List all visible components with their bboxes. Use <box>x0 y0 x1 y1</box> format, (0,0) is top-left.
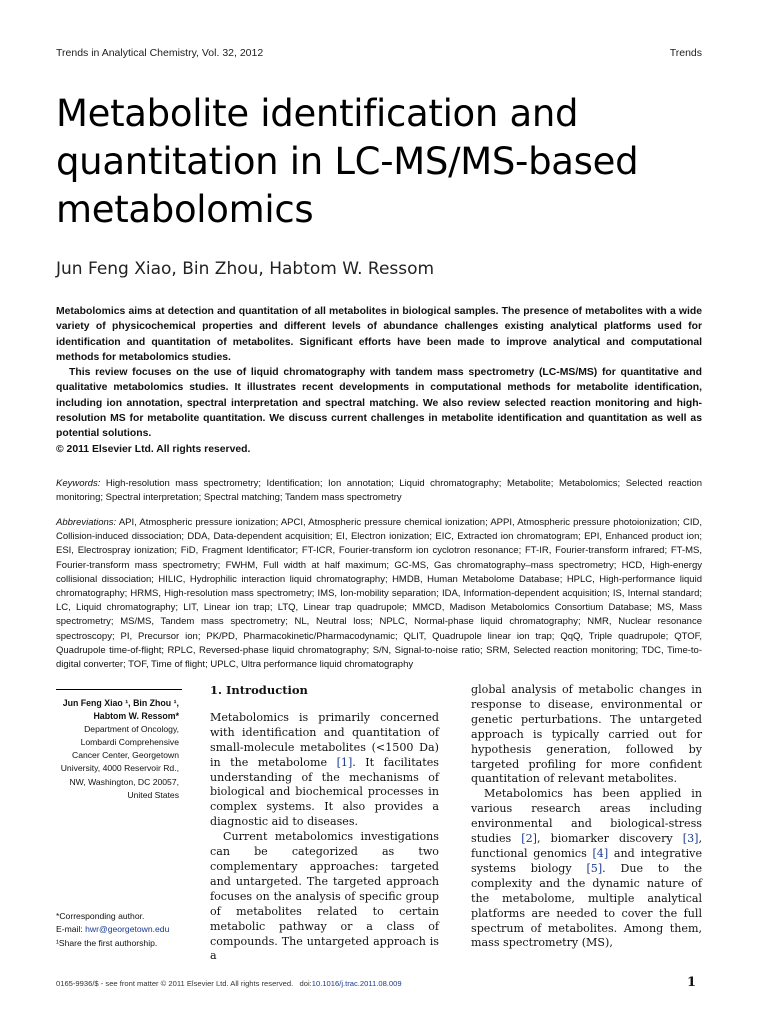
section-heading-introduction: 1. Introduction <box>210 683 308 697</box>
abstract-paragraph-2: This review focuses on the use of liquid chromatography with tandem mass spectrometry (LC-MS/MS) for quantitative and qualitative metabolomics studies. It illustrates recent developments in computational methods for metabolite identification, including ion annotation, spectral interpretation and spectral matching. We also review selected reaction monitoring and high-resolution MS for metabolite quantitation. We discuss current challenges in metabolite identification and quantitation as well as potential solutions. <box>56 367 702 440</box>
keywords-label: Keywords: <box>56 478 101 489</box>
email-link[interactable]: hwr@georgetown.edu <box>85 924 170 935</box>
affiliation-names-1: Jun Feng Xiao ¹, Bin Zhou ¹, <box>62 698 179 708</box>
title-line-1: Metabolite identification and <box>56 92 579 135</box>
intro-text: , functional genomics <box>471 832 703 860</box>
affiliation-line: United States <box>127 789 179 800</box>
citation-link[interactable]: [2] <box>521 832 538 846</box>
intro-text: and integrative systems biology <box>471 846 703 875</box>
citation-link[interactable]: [3] <box>682 832 699 846</box>
intro-text: , biomarker discovery <box>537 832 673 846</box>
affiliation-line: NW, Washington, DC 20057, <box>69 776 179 787</box>
intro-paragraph-2-continued: global analysis of metabolic changes in response to disease, environmental or genetic perturbations. The untargeted approach is typically carried out for hypothesis generation, followed by targeted profiling for more confident quantitation of relevant metabolites. <box>471 683 702 786</box>
intro-text: Metabolomics is primarily concerned with identification and quantitation of small-molecule metabolites (<1500 Da) in the metabolome <box>210 710 439 769</box>
keywords <box>56 477 702 505</box>
affiliation-rule <box>56 689 182 690</box>
body-column-middle <box>210 683 439 964</box>
email-label: E-mail: <box>56 924 83 935</box>
running-header-section: Trends <box>669 47 702 59</box>
affiliation-line: Cancer Center, Georgetown <box>71 750 179 761</box>
affiliation-names-2: Habtom W. Ressom* <box>93 711 179 722</box>
body-column-right <box>471 683 702 951</box>
abstract-copyright: © 2011 Elsevier Ltd. All rights reserved. <box>56 443 251 455</box>
footnotes <box>56 910 186 950</box>
page-number: 1 <box>687 975 697 990</box>
title-line-3: metabolomics <box>56 188 314 231</box>
citation-link[interactable]: [4] <box>592 846 609 860</box>
affiliation-line: Lombardi Comprehensive <box>80 737 179 748</box>
author-list: Jun Feng Xiao, Bin Zhou, Habtom W. Ressom <box>56 259 435 279</box>
intro-paragraph-2: Current metabolomics investigations can be categorized as two complementary approaches: targeted and untargeted. The targeted approach focuses on the analysis of specific group of metabolites related to certain metabolic pathway or a class of compounds. The untargeted approach is a <box>210 830 439 963</box>
affiliation-block <box>56 697 179 802</box>
abbreviations-label: Abbreviations: <box>56 517 117 528</box>
running-header-journal: Trends in Analytical Chemistry, Vol. 32, 2012 <box>56 47 264 59</box>
intro-paragraph-1 <box>210 711 439 830</box>
intro-paragraph-3 <box>471 787 702 951</box>
citation-link[interactable]: [5] <box>586 861 603 875</box>
shared-authorship-note: ¹Share the first authorship. <box>56 937 158 948</box>
abstract-paragraph-1: Metabolomics aims at detection and quantitation of all metabolites in biological samples. The presence of metabolites with a wide variety of physicochemical properties and different levels of abundance challenges existing analytical platforms used for identification and quantitation of metabolites. Significant efforts have been made to improve analytical and computational methods for metabolomics studies. <box>56 306 702 363</box>
email-note <box>56 923 186 936</box>
intro-text: . Due to the complexity and the dynamic nature of the metabolome, multiple analytical platforms are needed to cover the full spectrum of metabolites. Among them, mass spectrometry (MS), <box>471 861 703 950</box>
abbreviations-text: API, Atmospheric pressure ionization; APCI, Atmospheric pressure chemical ionization; APPI, Atmospheric pressure photoionization; CID, Collision-induced dissociation; DDA, Data-dependent acquisition; EI, Electron ionization; EIC, Extracted ion chromatogram; EPI, Enhanced product ion; ESI, Electrospray ionization; FiD, Fragment Identificator; FT-ICR, Fourier-transform ion cyclotron resonance; FT-IR, Fourier-transform infrared; FT-MS, Fourier-transform mass spectrometry; FWHM, Full width at half maximum; GC-MS, Gas chromatography–mass spectrometry; HCD, High-energy collisional dissociation; HILIC, Hydrophilic interaction liquid chromatography; HMDB, Human Metabolome Database; HPLC, High-performance liquid chromatography; HRMS, High-resolution mass spectrometry; IMS, Ion-mobility separation; IDA, Information-dependent acquisition; IS, Internal standard; LC, Liquid chromatography; LIT, Linear ion trap; LTQ, Linear trap quadrupole; MMCD, Madison Metabolomics Consortium Database; MS, Mass spectrometry; MS/MS, Tandem mass spectrometry; NL, Neutral loss; NPLC, Normal-phase liquid chromatography; NMR, Nuclear resonance spectroscopy; PI, Precursor ion; PK/PD, Pharmacokinetic/Pharmacodynamic; QLIT, Quadrupole linear ion trap; QqQ, Triple quadrupole; QTOF, Quadrupole time-of-flight; RPLC, Reversed-phase liquid chromatography; S/N, Signal-to-noise ratio; SRM, Selected reaction monitoring; TDC, Time-to-digital converter; TOF, Time of flight; UPLC, Ultra performance liquid chromatography <box>56 517 702 671</box>
citation-link[interactable]: [1] <box>336 755 353 769</box>
footer-doi-label: doi: <box>299 979 312 988</box>
intro-text: Metabolomics has been applied in various research areas including environmental and biological-stress studies <box>471 787 702 846</box>
abstract <box>56 304 702 457</box>
keywords-text: High-resolution mass spectrometry; Identification; Ion annotation; Liquid chromatography; Metabolite; Metabolomics; Selected reaction monitoring; Spectral interpretation; Spectral matching; Tandem mass spectrometry <box>56 478 702 503</box>
abbreviations <box>56 516 702 672</box>
intro-text: . It facilitates understanding of the mechanisms of biological and biochemical processes in complex systems. It also provides a diagnostic aid to diseases. <box>210 755 439 829</box>
affiliation-line: University, 4000 Reservoir Rd., <box>60 763 179 774</box>
footer-line <box>56 979 402 988</box>
title-line-2: quantitation in LC-MS/MS-based <box>56 140 639 183</box>
article-title <box>56 90 716 234</box>
affiliation-line: Department of Oncology, <box>84 724 179 735</box>
footer-doi-link[interactable]: 10.1016/j.trac.2011.08.009 <box>311 979 402 988</box>
corresponding-author-note: *Corresponding author. <box>56 911 145 921</box>
footer-issn: 0165-9936/$ - see front matter © 2011 Elsevier Ltd. All rights reserved. <box>56 979 294 988</box>
